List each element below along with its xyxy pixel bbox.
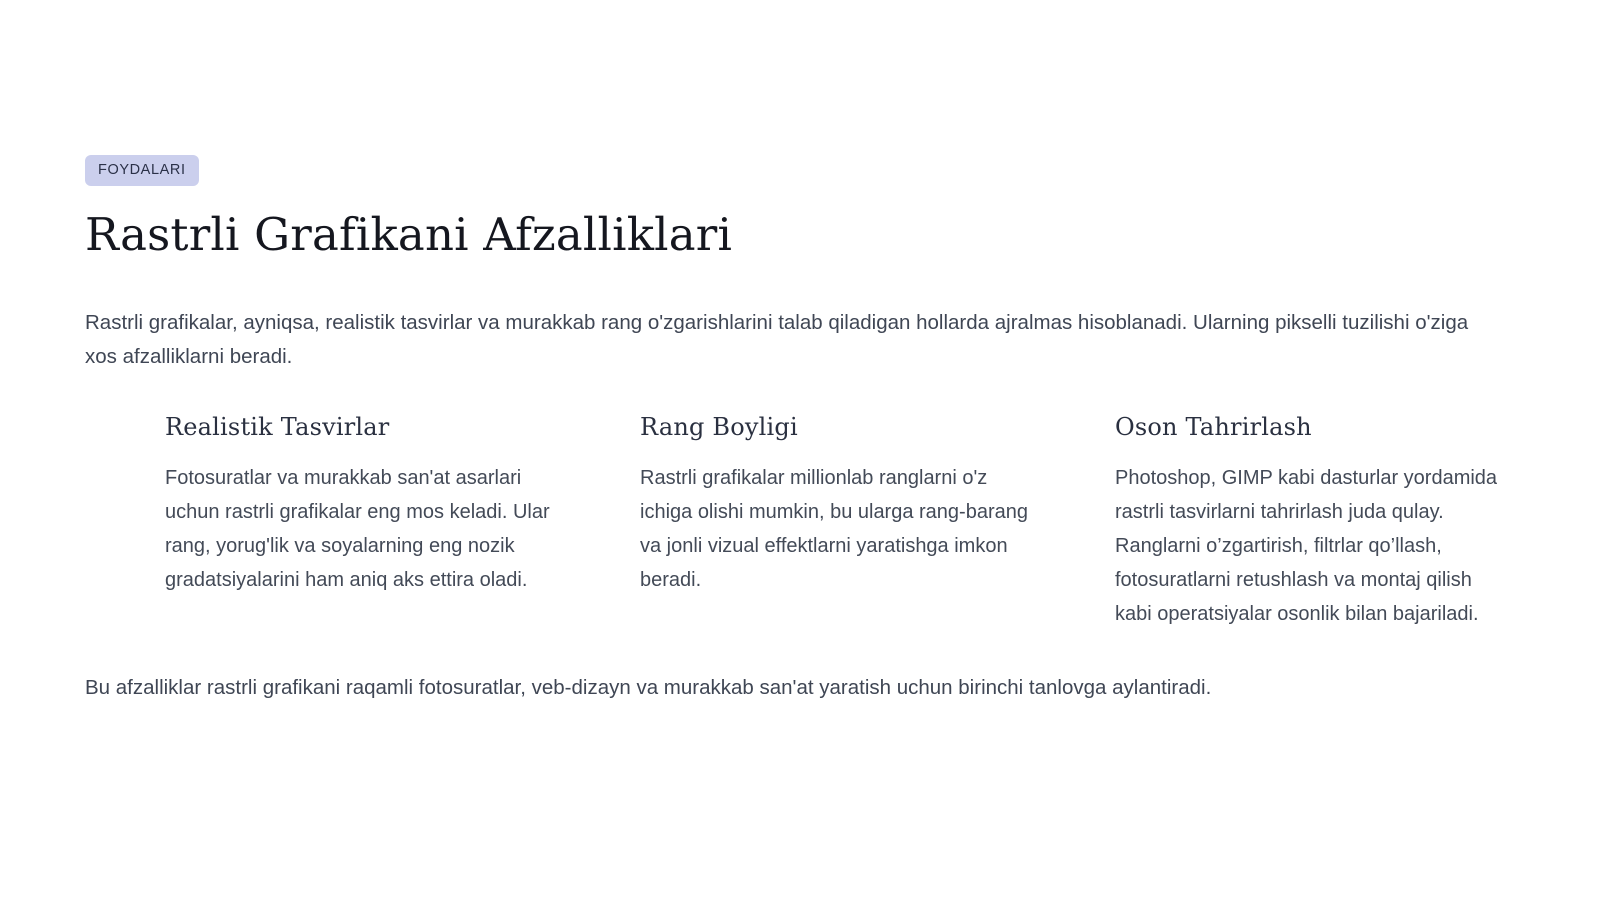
feature-column-rang-boyligi [640,412,1030,631]
page-title: Rastrli Grafikani Afzalliklari [85,208,733,262]
feature-title: Rang Boyligi [640,412,798,441]
feature-body: Fotosuratlar va murakkab san'at asarlari uchun rastrli grafikalar eng mos keladi. Ular rang, yorug'lik va soyalarning eng nozik gradatsiyalarini ham aniq aks ettira oladi. [165,466,550,591]
category-badge: FOYDALARI [85,155,199,186]
feature-columns [165,412,1515,631]
intro-paragraph: Rastrli grafikalar, ayniqsa, realistik tasvirlar va murakkab rang o'zgarishlarini talab qiladigan hollarda ajralmas hisoblanadi. Ularning pikselli tuzilishi o'ziga xos afzalliklarni beradi. [85,310,1469,368]
feature-column-realistik-tasvirlar [165,412,555,631]
feature-column-oson-tahrirlash [1115,412,1505,631]
closing-paragraph: Bu afzalliklar rastrli grafikani raqamli fotosuratlar, veb-dizayn va murakkab san'at yaratish uchun birinchi tanlovga aylantiradi. [85,675,1212,699]
feature-body: Rastrli grafikalar millionlab ranglarni o'z ichiga olishi mumkin, bu ularga rang-barang va jonli vizual effektlarni yaratishga imkon beradi. [640,466,1028,591]
feature-title: Oson Tahrirlash [1115,412,1312,441]
feature-title: Realistik Tasvirlar [165,412,390,441]
feature-body: Photoshop, GIMP kabi dasturlar yordamida rastrli tasvirlarni tahrirlash juda qulay. Ranglarni o’zgartirish, filtrlar qo’llash, fotosuratlarni retushlash va montaj qilish kabi operatsiyalar osonlik bilan bajariladi. [1115,466,1498,625]
